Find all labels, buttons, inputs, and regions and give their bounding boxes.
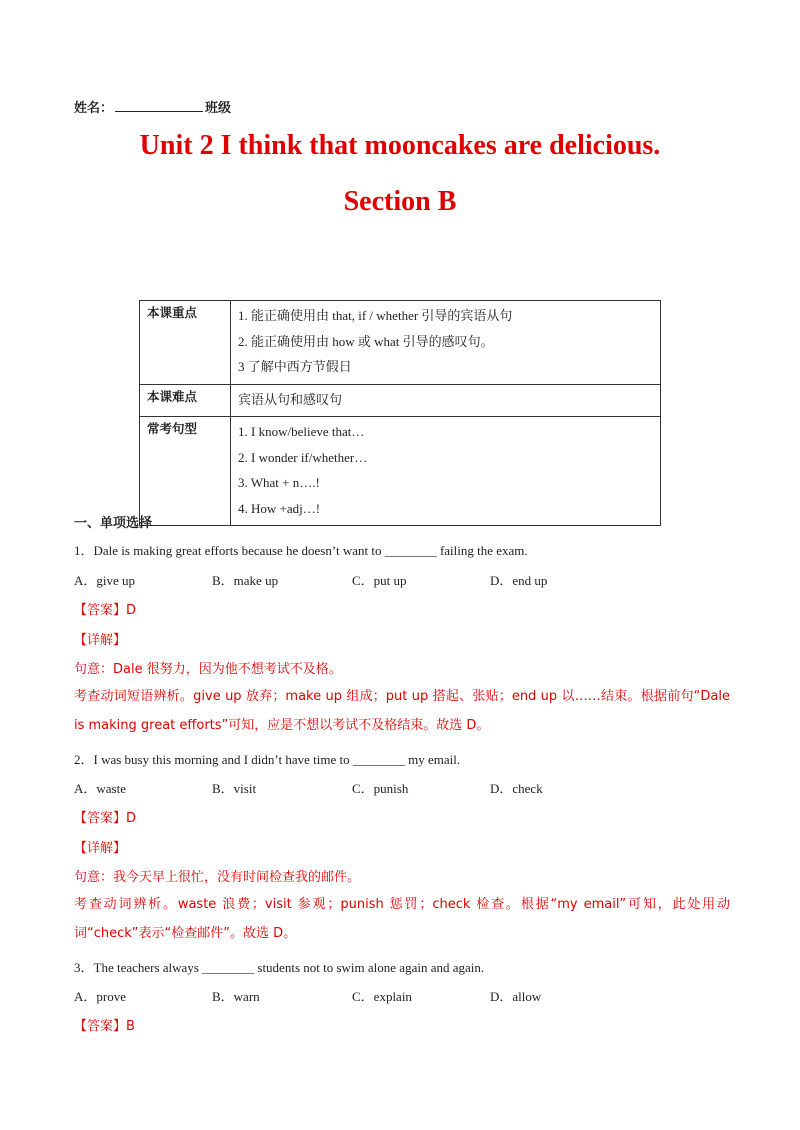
row-content <box>231 417 661 526</box>
row-label: 本课重点 <box>140 301 231 385</box>
row-item: 1. 能正确使用由 that, if / whether 引导的宾语从句 <box>238 308 513 323</box>
row-content <box>231 384 661 417</box>
row-item: 3 了解中西方节假日 <box>238 359 352 374</box>
row-label: 常考句型 <box>140 417 231 526</box>
answer-label: 【答案】D <box>74 603 137 618</box>
name-class-line <box>74 97 231 116</box>
row-item: 2. I wonder if/whether… <box>238 449 368 465</box>
option-a: A．waste <box>74 781 126 796</box>
key-points-table <box>139 300 661 526</box>
question-stem: 1．Dale is making great efforts because he doesn’t want to ________ failing the exam. <box>74 543 528 558</box>
row-content <box>231 301 661 385</box>
row-item: 4. How +adj…! <box>238 500 321 516</box>
meaning-text: 句意：Dale 很努力，因为他不想考试不及格。 <box>74 662 342 677</box>
table-row <box>140 384 661 417</box>
row-item: 3. What + n….! <box>238 475 320 490</box>
option-c: C．put up <box>352 573 407 588</box>
unit-title: Unit 2 I think that mooncakes are delicious. <box>139 130 661 161</box>
row-item: 1. I know/believe that… <box>238 424 365 439</box>
option-a: A．prove <box>74 989 126 1004</box>
detail-label: 【详解】 <box>74 633 127 648</box>
table-row <box>140 301 661 385</box>
option-d: D．check <box>490 781 543 796</box>
name-blank[interactable] <box>115 99 203 112</box>
section-heading: 一、单项选择 <box>74 516 153 531</box>
name-label: 姓名： <box>74 101 114 116</box>
answer-label: 【答案】B <box>74 1019 135 1034</box>
option-c: C．punish <box>352 781 409 796</box>
detail-label: 【详解】 <box>74 841 127 856</box>
option-a: A．give up <box>74 573 136 588</box>
option-d: D．allow <box>490 989 542 1004</box>
question-stem: 3．The teachers always ________ students not to swim alone again and again. <box>74 960 485 975</box>
option-b: B．warn <box>212 989 260 1004</box>
analysis-text: 考查动词辨析。waste 浪费；visit 参观；punish 惩罚；check 检查。根据“my email”可知，此处用动词“check”表示“检查邮件”。故选 D。 <box>74 897 730 941</box>
section-title: Section B <box>343 186 457 217</box>
option-d: D．end up <box>490 573 548 588</box>
class-label: 班级 <box>205 101 232 116</box>
meaning-text: 句意：我今天早上很忙，没有时间检查我的邮件。 <box>74 870 361 885</box>
row-item: 2. 能正确使用由 how 或 what 引导的感叹句。 <box>238 333 494 349</box>
table-row <box>140 417 661 526</box>
option-c: C．explain <box>352 989 412 1004</box>
answer-label: 【答案】D <box>74 811 137 826</box>
analysis-text: 考查动词短语辨析。give up 放弃；make up 组成；put up 搭起、张贴；end up 以……结束。根据前句“Dale is making great efforts”可知，应是不想以考试不及格结束。故选 D。 <box>74 689 730 733</box>
question-stem: 2．I was busy this morning and I didn’t have time to ________ my email. <box>74 752 461 767</box>
row-label: 本课难点 <box>140 384 231 417</box>
row-item: 宾语从句和感叹句 <box>238 391 343 407</box>
option-b: B．make up <box>212 573 279 588</box>
option-b: B．visit <box>212 781 257 796</box>
